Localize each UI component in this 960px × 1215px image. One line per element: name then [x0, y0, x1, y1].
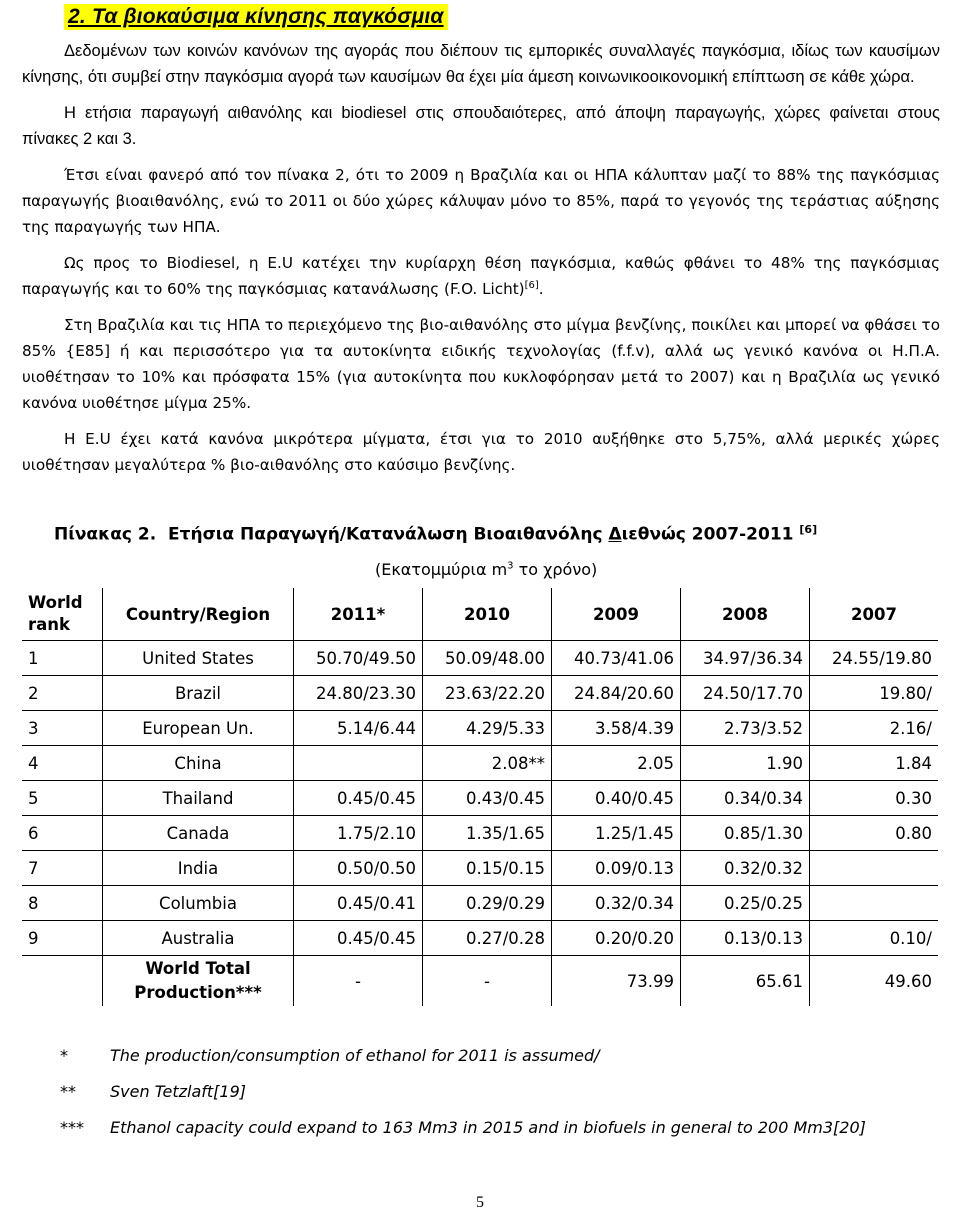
cell-2007: 2.16/: [810, 711, 939, 746]
cell-2007: 0.30: [810, 781, 939, 816]
cell-2011: 5.14/6.44: [294, 711, 423, 746]
cell-2008: 34.97/36.34: [681, 641, 810, 676]
header-2009: 2009: [552, 588, 681, 641]
cell-country: India: [103, 851, 294, 886]
cell-2011: 24.80/23.30: [294, 676, 423, 711]
table-caption-rest: ιεθνώς 2007-2011: [621, 524, 794, 545]
cell-2007: 1.84: [810, 746, 939, 781]
total-row: [22, 956, 938, 1007]
cell-2008: 0.13/0.13: [681, 921, 810, 956]
cell-2009: 24.84/20.60: [552, 676, 681, 711]
table-row: [22, 781, 938, 816]
cell-rank: 9: [22, 921, 103, 956]
table-row: [22, 711, 938, 746]
total-2010: -: [423, 956, 552, 1007]
paragraph-6: Η E.U έχει κατά κανόνα μικρότερα μίγματα, έτσι για το 2010 αυξήθηκε στο 5,75%, αλλά μερικές χώρες υιοθέτησαν μεγαλύτερα % βιο-αιθανόλης στο καύσιμο βενζίνης.: [22, 430, 940, 474]
footnote-text: Ethanol capacity could expand to 163 Mm3 in 2015 and in biofuels in general to 200 Mm3[20]: [110, 1118, 866, 1137]
cell-2007: 24.55/19.80: [810, 641, 939, 676]
cell-2009: 0.40/0.45: [552, 781, 681, 816]
cell-2010: 0.27/0.28: [423, 921, 552, 956]
cell-2010: 0.43/0.45: [423, 781, 552, 816]
cell-2011: 0.45/0.45: [294, 921, 423, 956]
footnote: [60, 1080, 940, 1104]
total-2007: 49.60: [810, 956, 939, 1007]
table-unit-sup: 3: [507, 560, 514, 572]
footnote: [60, 1116, 940, 1140]
cell-2008: 0.25/0.25: [681, 886, 810, 921]
cell-2009: 3.58/4.39: [552, 711, 681, 746]
cell-2009: 0.09/0.13: [552, 851, 681, 886]
footnote-mark: ***: [60, 1118, 84, 1137]
cell-rank: 6: [22, 816, 103, 851]
total-label-line2: Production***: [134, 983, 262, 1002]
cell-country: China: [103, 746, 294, 781]
cell-country: Canada: [103, 816, 294, 851]
cell-2010: 2.08**: [423, 746, 552, 781]
table-caption-prefix: Πίνακας 2.: [54, 524, 157, 545]
cell-2008: 24.50/17.70: [681, 676, 810, 711]
table-row: [22, 886, 938, 921]
cell-2007: 0.80: [810, 816, 939, 851]
cell-country: Australia: [103, 921, 294, 956]
total-label-line1: World Total: [145, 959, 251, 978]
total-2008: 65.61: [681, 956, 810, 1007]
table-header-row: [22, 588, 938, 641]
cell-country: Columbia: [103, 886, 294, 921]
cell-2011: [294, 746, 423, 781]
cell-country: United States: [103, 641, 294, 676]
body-text: [22, 38, 940, 488]
cell-rank: 3: [22, 711, 103, 746]
cell-rank: 2: [22, 676, 103, 711]
paragraph-4: [22, 250, 940, 302]
cell-2011: 50.70/49.50: [294, 641, 423, 676]
cell-2010: 23.63/22.20: [423, 676, 552, 711]
cell-2007: [810, 886, 939, 921]
cell-2009: 2.05: [552, 746, 681, 781]
cell-2008: 0.32/0.32: [681, 851, 810, 886]
cell-2010: 50.09/48.00: [423, 641, 552, 676]
paragraph-2: Η ετήσια παραγωγή αιθανόλης και biodiesel στις σπουδαιότερες, από άποψη παραγωγής, χώρες φαίνεται στους πίνακες 2 και 3.: [22, 104, 940, 148]
paragraph-4-text: Ως προς το Biodiesel, η E.U κατέχει την κυρίαρχη θέση παγκόσμια, καθώς φθάνει το 48% της παγκόσμιας παραγωγής και το 60% της παγκόσμιας κατανάλωσης (F.O. Licht): [22, 254, 940, 298]
cell-2008: 1.90: [681, 746, 810, 781]
header-2007: 2007: [810, 588, 939, 641]
cell-rank: 1: [22, 641, 103, 676]
cell-2007: 19.80/: [810, 676, 939, 711]
table-unit-prefix: (Εκατομμύρια m: [375, 560, 508, 579]
cell-2009: 0.32/0.34: [552, 886, 681, 921]
table-row: [22, 921, 938, 956]
table-caption-underlined: Δ: [608, 524, 622, 545]
header-country: Country/Region: [103, 588, 294, 641]
total-label: [103, 956, 294, 1007]
header-2010: 2010: [423, 588, 552, 641]
cell-2009: 0.20/0.20: [552, 921, 681, 956]
cell-2011: 0.45/0.45: [294, 781, 423, 816]
cell-2007: [810, 851, 939, 886]
table-caption-main: Ετήσια Παραγωγή/Κατανάλωση Βιοαιθανόλης: [168, 524, 609, 545]
footnote: [60, 1044, 940, 1068]
header-2008: 2008: [681, 588, 810, 641]
table-caption-ref: [6]: [799, 523, 818, 536]
cell-2008: 0.34/0.34: [681, 781, 810, 816]
table-notes: [60, 1044, 940, 1152]
table-unit-suffix: το χρόνο): [513, 560, 598, 579]
cell-2008: 2.73/3.52: [681, 711, 810, 746]
cell-country: European Un.: [103, 711, 294, 746]
table-row: [22, 816, 938, 851]
footnote-mark: **: [60, 1082, 76, 1101]
reference-6: [6]: [524, 279, 539, 291]
table-row: [22, 746, 938, 781]
total-2011: -: [294, 956, 423, 1007]
cell-2010: 0.15/0.15: [423, 851, 552, 886]
paragraph-1: Δεδομένων των κοινών κανόνων της αγοράς που διέπουν τις εμπορικές συναλλαγές παγκόσμια, ιδίως των καυσίμων κίνησης, ότι συμβεί στην παγκόσμια αγορά των καυσίμων θα έχει μία άμεση κοινωνικοοικονομική επίπτωση σε κάθε χώρα.: [22, 42, 940, 86]
cell-2011: 0.50/0.50: [294, 851, 423, 886]
footnote-text: The production/consumption of ethanol for 2011 is assumed/: [110, 1046, 600, 1065]
cell-rank: 4: [22, 746, 103, 781]
header-rank: World rank: [22, 588, 103, 641]
paragraph-3: Έτσι είναι φανερό από τον πίνακα 2, ότι το 2009 η Βραζιλία και οι ΗΠΑ κάλυπταν μαζί το 88% της παγκόσμιας παραγωγής βιοαιθανόλης, ενώ το 2011 οι δύο χώρες κάλυψαν μόνο το 85%, παρά το γεγονός της τεράστιας αύξησης της παραγωγής των ΗΠΑ.: [22, 166, 940, 236]
paragraph-4-end: .: [538, 280, 544, 298]
cell-2009: 1.25/1.45: [552, 816, 681, 851]
cell-country: Thailand: [103, 781, 294, 816]
cell-2007: 0.10/: [810, 921, 939, 956]
cell-2008: 0.85/1.30: [681, 816, 810, 851]
total-2009: 73.99: [552, 956, 681, 1007]
table-row: [22, 676, 938, 711]
table-row: [22, 641, 938, 676]
footnote-text: Sven Tetzlaft[19]: [110, 1082, 247, 1101]
section-heading: 2. Τα βιοκαύσιμα κίνησης παγκόσμια: [64, 4, 448, 30]
cell-2010: 4.29/5.33: [423, 711, 552, 746]
header-2011: 2011*: [294, 588, 423, 641]
cell-country: Brazil: [103, 676, 294, 711]
table-row: [22, 851, 938, 886]
ethanol-table: [22, 588, 938, 1006]
cell-2010: 1.35/1.65: [423, 816, 552, 851]
footnote-mark: *: [60, 1046, 68, 1065]
cell-2010: 0.29/0.29: [423, 886, 552, 921]
cell-rank: 8: [22, 886, 103, 921]
cell-rank: 7: [22, 851, 103, 886]
cell-2011: 0.45/0.41: [294, 886, 423, 921]
page-number: 5: [476, 1194, 484, 1211]
cell-2011: 1.75/2.10: [294, 816, 423, 851]
cell-2009: 40.73/41.06: [552, 641, 681, 676]
cell-rank-empty: [22, 956, 103, 1007]
cell-rank: 5: [22, 781, 103, 816]
table-caption: [54, 523, 817, 545]
table-unit: [375, 560, 597, 579]
paragraph-5: Στη Βραζιλία και τις ΗΠΑ το περιεχόμενο της βιο-αιθανόλης στο μίγμα βενζίνης, ποικίλει και μπορεί να φθάσει το 85% {E85] ή και περισσότερο για τα αυτοκίνητα ειδικής τεχνολογίας (f.f.v), αλλά ως γενικό κανόνα οι Η.Π.Α. υιοθέτησαν το 10% και πρόσφατα 15% (για αυτοκίνητα που κυκλοφόρησαν μετά το 2007) και η Βραζιλία ως γενικό κανόνα υιοθέτησε μίγμα 25%.: [22, 316, 940, 412]
